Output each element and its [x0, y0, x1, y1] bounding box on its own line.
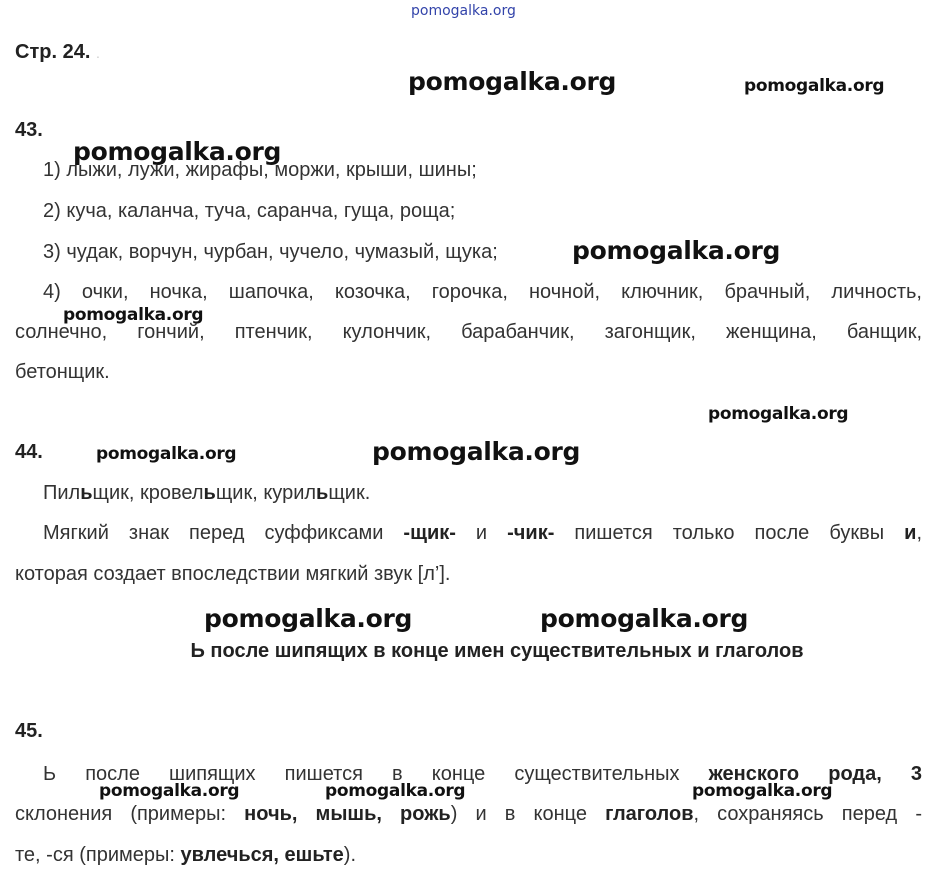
- watermark: pomogalka.org: [73, 137, 282, 166]
- exercise-44-number: 44.: [15, 441, 43, 463]
- exercise-43-line-2: 2) куча, каланча, туча, саранча, гуща, роща;: [43, 200, 456, 222]
- watermark: pomogalka.org: [99, 781, 240, 801]
- exercise-43-line-5: солнечно, гончий, птенчик, кулончик, барабанчик, загонщик, женщина, банщик,: [15, 321, 922, 343]
- watermark: pomogalka.org: [708, 404, 849, 424]
- exercise-43-line-4: 4) очки, ночка, шапочка, козочка, горочка, ночной, ключник, брачный, личность,: [43, 281, 922, 303]
- watermark: pomogalka.org: [204, 604, 413, 633]
- page-label-dot: .: [95, 45, 100, 61]
- watermark: pomogalka.org: [408, 67, 617, 96]
- watermark-top: pomogalka.org: [411, 3, 516, 19]
- exercise-45-number: 45.: [15, 720, 43, 742]
- watermark: pomogalka.org: [692, 781, 833, 801]
- section-heading: Ь после шипящих в конце имен существительных и глаголов: [190, 640, 804, 662]
- page-label: [15, 41, 100, 64]
- watermark: pomogalka.org: [63, 305, 204, 325]
- exercise-43-number: 43.: [15, 119, 43, 141]
- watermark: pomogalka.org: [372, 437, 581, 466]
- exercise-44-rule-line-2: которая создает впоследствии мягкий звук [л’].: [15, 563, 451, 585]
- watermark: pomogalka.org: [96, 444, 237, 464]
- exercise-45-line-1: Ь после шипящих пишется в конце существительных женского рода, 3: [43, 763, 922, 785]
- watermark: pomogalka.org: [572, 236, 781, 265]
- exercise-43-line-3: 3) чудак, ворчун, чурбан, чучело, чумазый, щука;: [43, 241, 498, 263]
- watermark: pomogalka.org: [325, 781, 466, 801]
- page-label-text: Стр. 24.: [15, 41, 91, 63]
- watermark: pomogalka.org: [540, 604, 749, 633]
- exercise-44-rule: Мягкий знак перед суффиксами -щик- и -чик- пишется только после буквы и,: [43, 522, 922, 544]
- exercise-45-line-3: те, -ся (примеры: увлечься, ешьте).: [15, 844, 356, 866]
- exercise-45-line-2: склонения (примеры: ночь, мышь, рожь) и в конце глаголов, сохраняясь перед -: [15, 803, 922, 825]
- exercise-44-words: Пильщик, кровельщик, курильщик.: [43, 482, 371, 504]
- exercise-43-line-6: бетонщик.: [15, 361, 110, 383]
- watermark: pomogalka.org: [744, 76, 885, 96]
- exercise-43-line-1: 1) лыжи, лужи, жирафы, моржи, крыши, шины;: [43, 159, 477, 181]
